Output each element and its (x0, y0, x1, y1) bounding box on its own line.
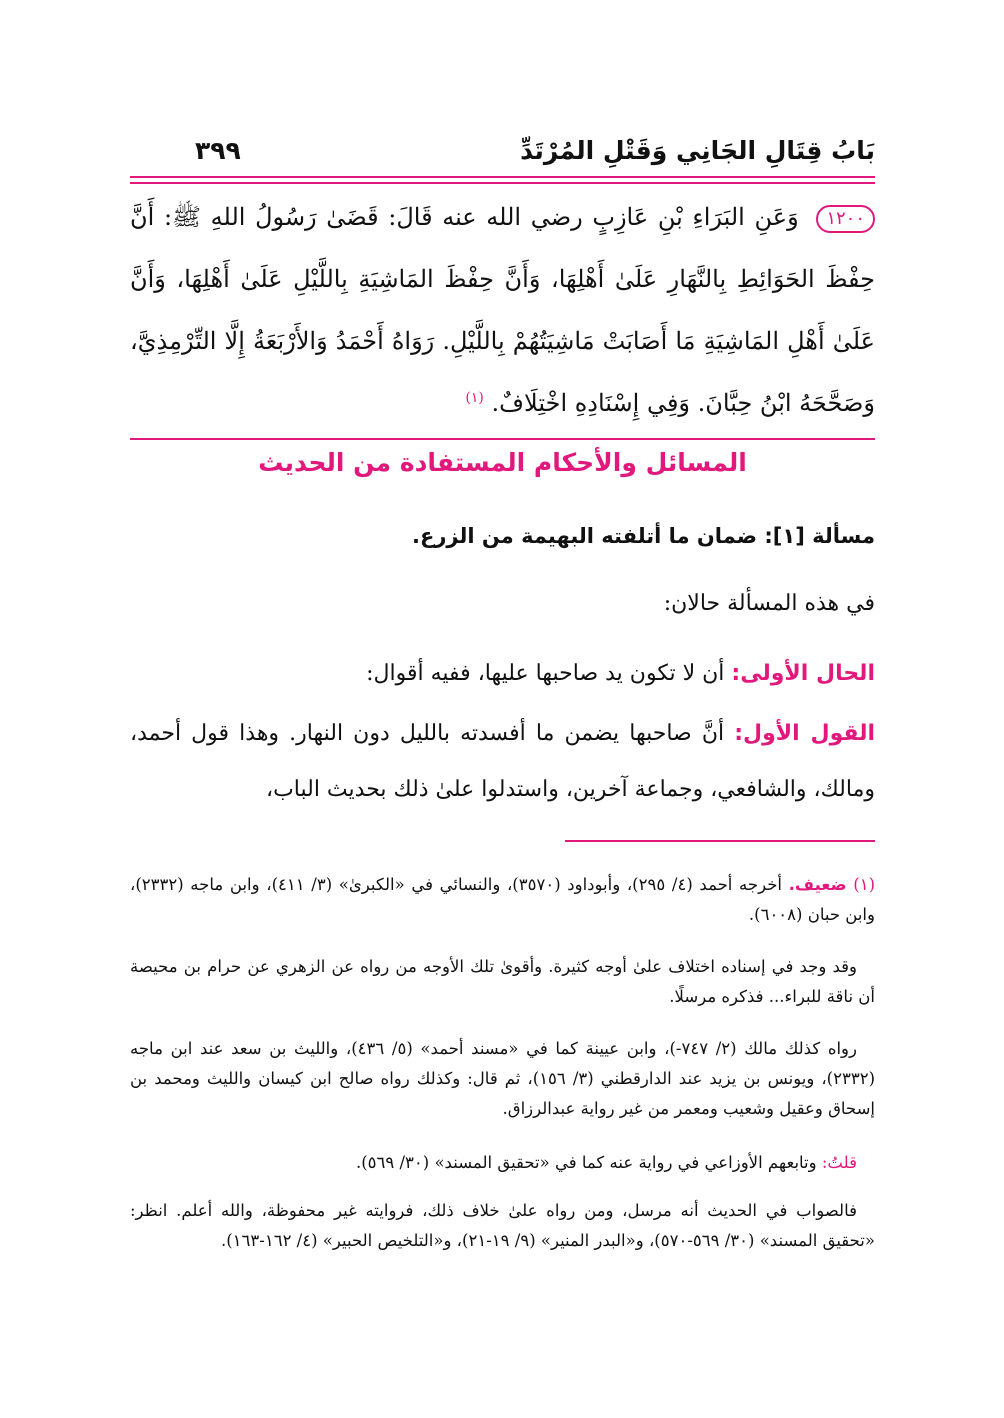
footnote-para-3: رواه كذلك مالك (٢/ ٧٤٧-)، وابن عيينة كما في «مسند أحمد» (٥/ ٤٣٦)، والليث بن سعد عند ابن ماجه (٢٣٣٢)، ويونس بن يزيد عند الدارقطني (٣/ ١٥٦)، ثم قال: وكذلك رواه صالح ابن كيسان والليث ومحمد بن إسحاق وعقيل وشعيب ومعمر من غير رواية عبدالرزاق. (130, 1039, 875, 1118)
state-one-line (130, 654, 875, 694)
footnote-qultu-label: قلتُ: (821, 1153, 857, 1172)
footnote-para-4 (130, 1148, 875, 1178)
header-rule-bottom (130, 182, 875, 184)
page-number: ٣٩٩ (195, 135, 241, 165)
opinion-one-paragraph (130, 706, 875, 818)
footnote-1-text: أخرجه أحمد (٤/ ٢٩٥)، وأبوداود (٣٥٧٠)، والنسائي في «الكبرىٰ» (٣/ ٤١١)، وابن ماجه (٢٣٣٢)، وابن حبان (٦٠٠٨). (130, 875, 875, 924)
state-one-text: أن لا تكون يد صاحبها عليها، ففيه أقوال: (366, 661, 725, 686)
footnote-separator (565, 840, 875, 842)
footnote-reference[interactable]: (١) (465, 390, 484, 406)
question-heading: مسألة [١]: ضمان ما أتلفته البهيمة من الزرع. (412, 524, 875, 548)
opinion-one-text: أنَّ صاحبها يضمن ما أفسدته بالليل دون النهار. وهذا قول أحمد، ومالك، والشافعي، وجماعة آخرين، واستدلوا علىٰ ذلك بحديث الباب، (130, 721, 875, 802)
footnote-1 (130, 870, 875, 930)
footnote-number: (١) (853, 875, 875, 894)
hadith-paragraph (130, 186, 875, 434)
footnote-para-4-text: وتابعهم الأوزاعي في رواية عنه كما في «تحقيق المسند» (٣٠/ ٥٦٩). (355, 1153, 817, 1172)
hadith-number-badge: ١٢٠٠ (816, 205, 875, 233)
section-divider (130, 438, 875, 440)
page-header (130, 128, 875, 172)
chapter-title: بَابُ قِتَالِ الجَانِي وَقَتْلِ المُرْتَدِّ (520, 135, 875, 165)
opinion-one-label: القول الأول: (734, 721, 875, 746)
hadith-text: وَعَنِ البَرَاءِ بْنِ عَازِبٍ رضي الله عنه قَالَ: قَضَىٰ رَسُولُ اللهِ ﷺ: أَنَّ حِفْظَ الحَوَائِطِ بِالنَّهَارِ عَلَىٰ أَهْلِهَا، وَأَنَّ حِفْظَ المَاشِيَةِ بِاللَّيْلِ عَلَىٰ أَهْلِهَا، وَأَنَّ عَلَىٰ أَهْلِ المَاشِيَةِ مَا أَصَابَتْ مَاشِيَتُهُمْ بِاللَّيْلِ. رَوَاهُ أَحْمَدُ وَالأَرْبَعَةُ إِلَّا التِّرْمِذِيَّ، وَصَحَّحَهُ ابْنُ حِبَّانَ. وَفِي إِسْنَادِهِ اخْتِلَافٌ. (130, 203, 875, 417)
header-rule-top (130, 176, 875, 178)
footnote-grade: ضعيف. (788, 875, 847, 894)
section-title: المسائل والأحكام المستفادة من الحديث (258, 448, 747, 477)
footnote-para-5: فالصواب في الحديث أنه مرسل، ومن رواه علىٰ خلاف ذلك، فروايته غير محفوظة، والله أعلم. انظر: «تحقيق المسند» (٣٠/ ٥٦٩-٥٧٠)، و«البدر المنير» (٩/ ١٩-٢١)، و«التلخيص الحبير» (٤/ ١٦٢-١٦٣). (130, 1201, 875, 1250)
footnote-para-2: وقد وجد في إسناده اختلاف علىٰ أوجه كثيرة. وأقوىٰ تلك الأوجه من رواه عن الزهري عن حرام بن محيصة أن ناقة للبراء... فذكره مرسلًا. (130, 957, 875, 1006)
state-one-label: الحال الأولى: (731, 661, 875, 686)
intro-line: في هذه المسألة حالان: (663, 591, 875, 616)
